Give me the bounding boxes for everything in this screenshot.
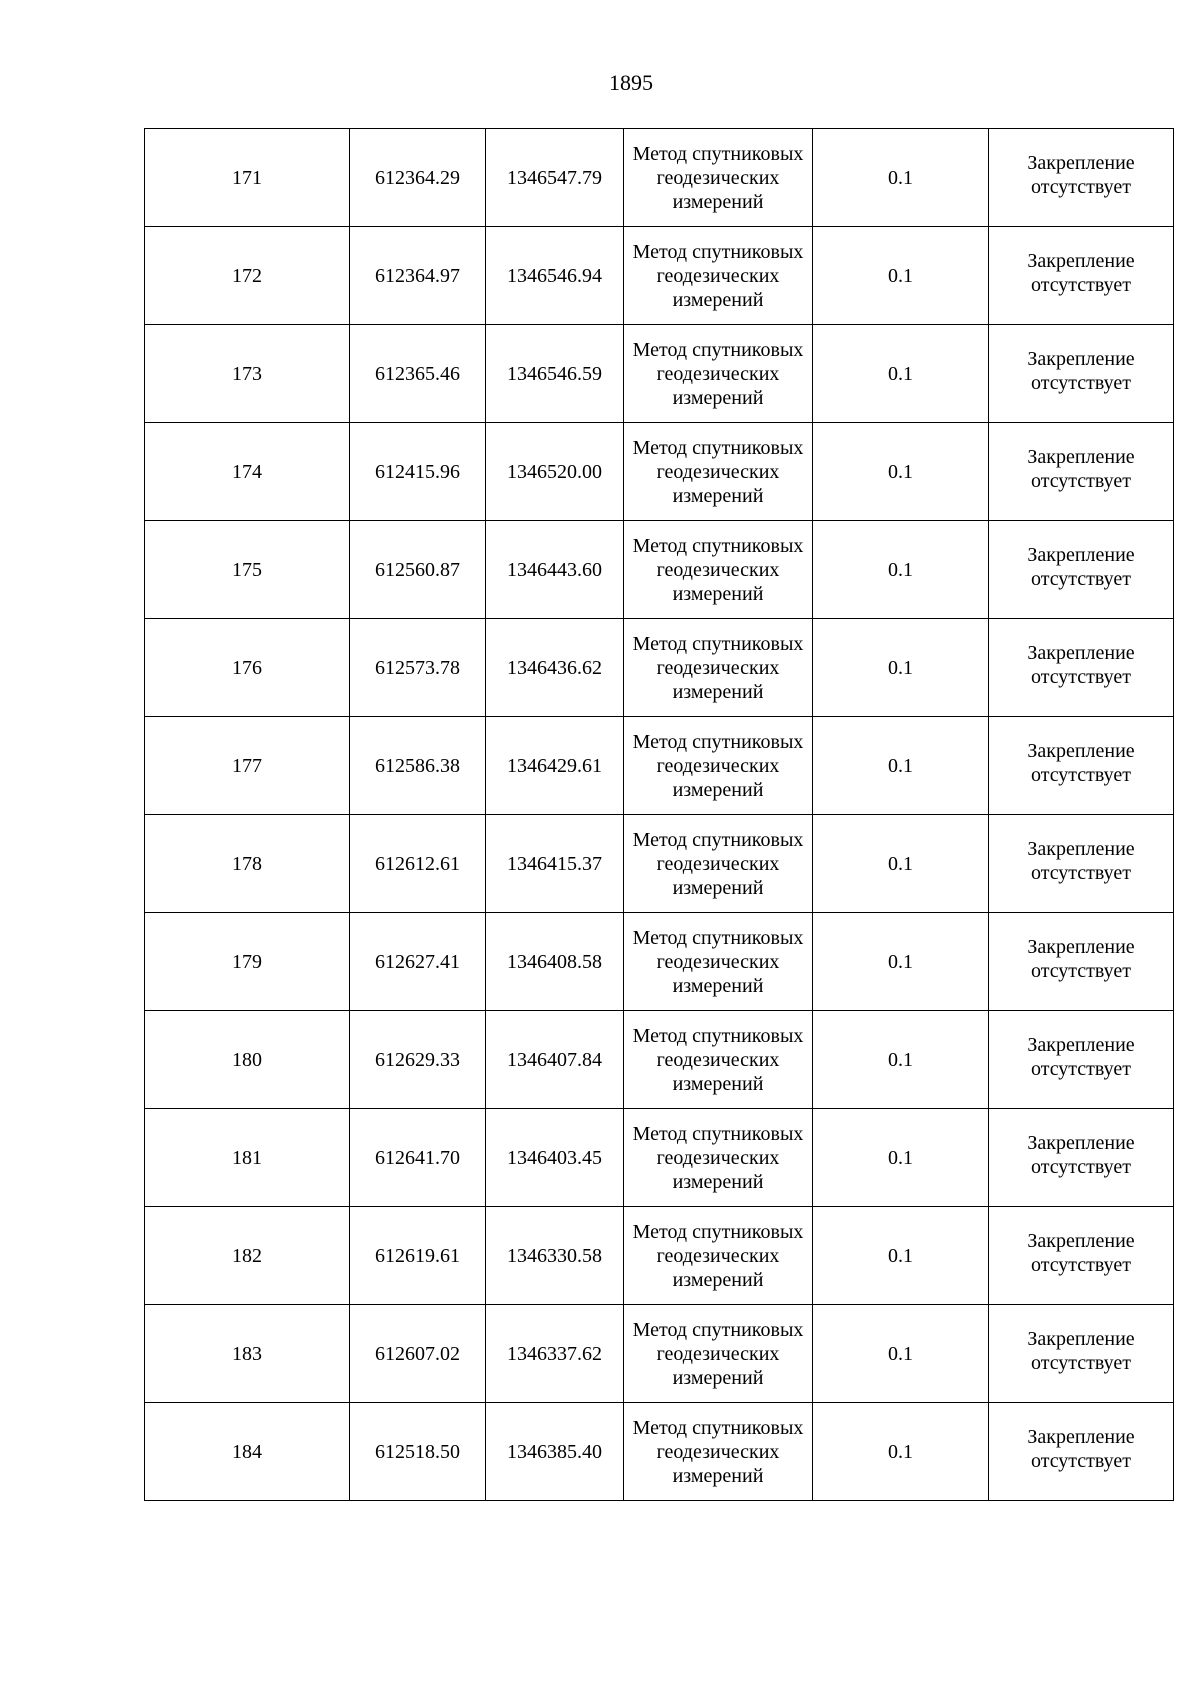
table-row	[145, 1305, 1174, 1403]
fixing-text: Закрепление отсутствует	[1027, 151, 1135, 198]
accuracy-cell: 0.1	[813, 227, 989, 325]
accuracy-cell: 0.1	[813, 1011, 989, 1109]
point-number-cell: 174	[145, 423, 350, 521]
fixing-cell	[989, 1305, 1174, 1403]
y-coordinate-cell: 1346436.62	[486, 619, 624, 717]
y-coordinate-cell: 1346403.45	[486, 1109, 624, 1207]
fixing-cell	[989, 619, 1174, 717]
table-row	[145, 1403, 1174, 1501]
point-number-cell: 179	[145, 913, 350, 1011]
point-number-cell: 171	[145, 129, 350, 227]
method-text: Метод спутниковых геодезических измерений	[632, 926, 804, 997]
table-row	[145, 227, 1174, 325]
method-text: Метод спутниковых геодезических измерений	[632, 436, 804, 507]
method-text: Метод спутниковых геодезических измерений	[632, 534, 804, 605]
x-coordinate-cell: 612560.87	[350, 521, 486, 619]
table-row	[145, 913, 1174, 1011]
method-text: Метод спутниковых геодезических измерений	[632, 1416, 804, 1487]
accuracy-cell: 0.1	[813, 129, 989, 227]
x-coordinate-cell: 612641.70	[350, 1109, 486, 1207]
table-row	[145, 423, 1174, 521]
table-row	[145, 815, 1174, 913]
point-number-cell: 175	[145, 521, 350, 619]
fixing-text: Закрепление отсутствует	[1027, 1425, 1135, 1472]
method-cell	[624, 129, 813, 227]
fixing-text: Закрепление отсутствует	[1027, 249, 1135, 296]
method-cell	[624, 815, 813, 913]
fixing-cell	[989, 815, 1174, 913]
accuracy-cell: 0.1	[813, 423, 989, 521]
fixing-cell	[989, 423, 1174, 521]
method-text: Метод спутниковых геодезических измерений	[632, 142, 804, 213]
fixing-text: Закрепление отсутствует	[1027, 1229, 1135, 1276]
fixing-cell	[989, 129, 1174, 227]
fixing-cell	[989, 227, 1174, 325]
x-coordinate-cell: 612629.33	[350, 1011, 486, 1109]
accuracy-cell: 0.1	[813, 619, 989, 717]
point-number-cell: 177	[145, 717, 350, 815]
table-row	[145, 717, 1174, 815]
method-text: Метод спутниковых геодезических измерений	[632, 828, 804, 899]
fixing-cell	[989, 1011, 1174, 1109]
fixing-text: Закрепление отсутствует	[1027, 837, 1135, 884]
x-coordinate-cell: 612365.46	[350, 325, 486, 423]
table-row	[145, 325, 1174, 423]
table-body	[145, 129, 1174, 1501]
method-text: Метод спутниковых геодезических измерений	[632, 730, 804, 801]
point-number-cell: 184	[145, 1403, 350, 1501]
method-cell	[624, 1011, 813, 1109]
y-coordinate-cell: 1346415.37	[486, 815, 624, 913]
accuracy-cell: 0.1	[813, 913, 989, 1011]
point-number-cell: 180	[145, 1011, 350, 1109]
x-coordinate-cell: 612518.50	[350, 1403, 486, 1501]
point-number-cell: 178	[145, 815, 350, 913]
point-number-cell: 173	[145, 325, 350, 423]
page-number: 1895	[609, 70, 653, 95]
y-coordinate-cell: 1346408.58	[486, 913, 624, 1011]
fixing-cell	[989, 325, 1174, 423]
point-number-cell: 181	[145, 1109, 350, 1207]
accuracy-cell: 0.1	[813, 1207, 989, 1305]
method-text: Метод спутниковых геодезических измерений	[632, 1220, 804, 1291]
fixing-cell	[989, 1403, 1174, 1501]
method-cell	[624, 325, 813, 423]
point-number-cell: 182	[145, 1207, 350, 1305]
method-cell	[624, 619, 813, 717]
fixing-text: Закрепление отсутствует	[1027, 1131, 1135, 1178]
method-cell	[624, 913, 813, 1011]
x-coordinate-cell: 612627.41	[350, 913, 486, 1011]
y-coordinate-cell: 1346520.00	[486, 423, 624, 521]
y-coordinate-cell: 1346407.84	[486, 1011, 624, 1109]
fixing-cell	[989, 717, 1174, 815]
fixing-text: Закрепление отсутствует	[1027, 445, 1135, 492]
accuracy-cell: 0.1	[813, 815, 989, 913]
y-coordinate-cell: 1346546.94	[486, 227, 624, 325]
method-text: Метод спутниковых геодезических измерений	[632, 1318, 804, 1389]
y-coordinate-cell: 1346429.61	[486, 717, 624, 815]
method-cell	[624, 1305, 813, 1403]
y-coordinate-cell: 1346385.40	[486, 1403, 624, 1501]
accuracy-cell: 0.1	[813, 1305, 989, 1403]
method-text: Метод спутниковых геодезических измерений	[632, 632, 804, 703]
accuracy-cell: 0.1	[813, 521, 989, 619]
fixing-text: Закрепление отсутствует	[1027, 641, 1135, 688]
fixing-cell	[989, 1109, 1174, 1207]
y-coordinate-cell: 1346330.58	[486, 1207, 624, 1305]
fixing-text: Закрепление отсутствует	[1027, 1327, 1135, 1374]
fixing-cell	[989, 1207, 1174, 1305]
fixing-cell	[989, 913, 1174, 1011]
method-cell	[624, 717, 813, 815]
accuracy-cell: 0.1	[813, 717, 989, 815]
table-row	[145, 1011, 1174, 1109]
method-text: Метод спутниковых геодезических измерений	[632, 338, 804, 409]
table-row	[145, 1109, 1174, 1207]
x-coordinate-cell: 612619.61	[350, 1207, 486, 1305]
y-coordinate-cell: 1346443.60	[486, 521, 624, 619]
method-text: Метод спутниковых геодезических измерений	[632, 1024, 804, 1095]
x-coordinate-cell: 612573.78	[350, 619, 486, 717]
method-cell	[624, 1403, 813, 1501]
fixing-text: Закрепление отсутствует	[1027, 347, 1135, 394]
accuracy-cell: 0.1	[813, 1109, 989, 1207]
fixing-text: Закрепление отсутствует	[1027, 935, 1135, 982]
x-coordinate-cell: 612607.02	[350, 1305, 486, 1403]
table-row	[145, 619, 1174, 717]
y-coordinate-cell: 1346546.59	[486, 325, 624, 423]
method-cell	[624, 423, 813, 521]
fixing-cell	[989, 521, 1174, 619]
table-row	[145, 521, 1174, 619]
x-coordinate-cell: 612364.29	[350, 129, 486, 227]
method-cell	[624, 1109, 813, 1207]
method-text: Метод спутниковых геодезических измерений	[632, 240, 804, 311]
accuracy-cell: 0.1	[813, 325, 989, 423]
y-coordinate-cell: 1346337.62	[486, 1305, 624, 1403]
x-coordinate-cell: 612612.61	[350, 815, 486, 913]
method-cell	[624, 1207, 813, 1305]
point-number-cell: 176	[145, 619, 350, 717]
fixing-text: Закрепление отсутствует	[1027, 739, 1135, 786]
fixing-text: Закрепление отсутствует	[1027, 1033, 1135, 1080]
table-row	[145, 129, 1174, 227]
table-row	[145, 1207, 1174, 1305]
x-coordinate-cell: 612586.38	[350, 717, 486, 815]
accuracy-cell: 0.1	[813, 1403, 989, 1501]
method-cell	[624, 521, 813, 619]
point-number-cell: 183	[145, 1305, 350, 1403]
x-coordinate-cell: 612364.97	[350, 227, 486, 325]
method-cell	[624, 227, 813, 325]
coordinates-table	[144, 128, 1174, 1501]
method-text: Метод спутниковых геодезических измерений	[632, 1122, 804, 1193]
fixing-text: Закрепление отсутствует	[1027, 543, 1135, 590]
y-coordinate-cell: 1346547.79	[486, 129, 624, 227]
x-coordinate-cell: 612415.96	[350, 423, 486, 521]
point-number-cell: 172	[145, 227, 350, 325]
